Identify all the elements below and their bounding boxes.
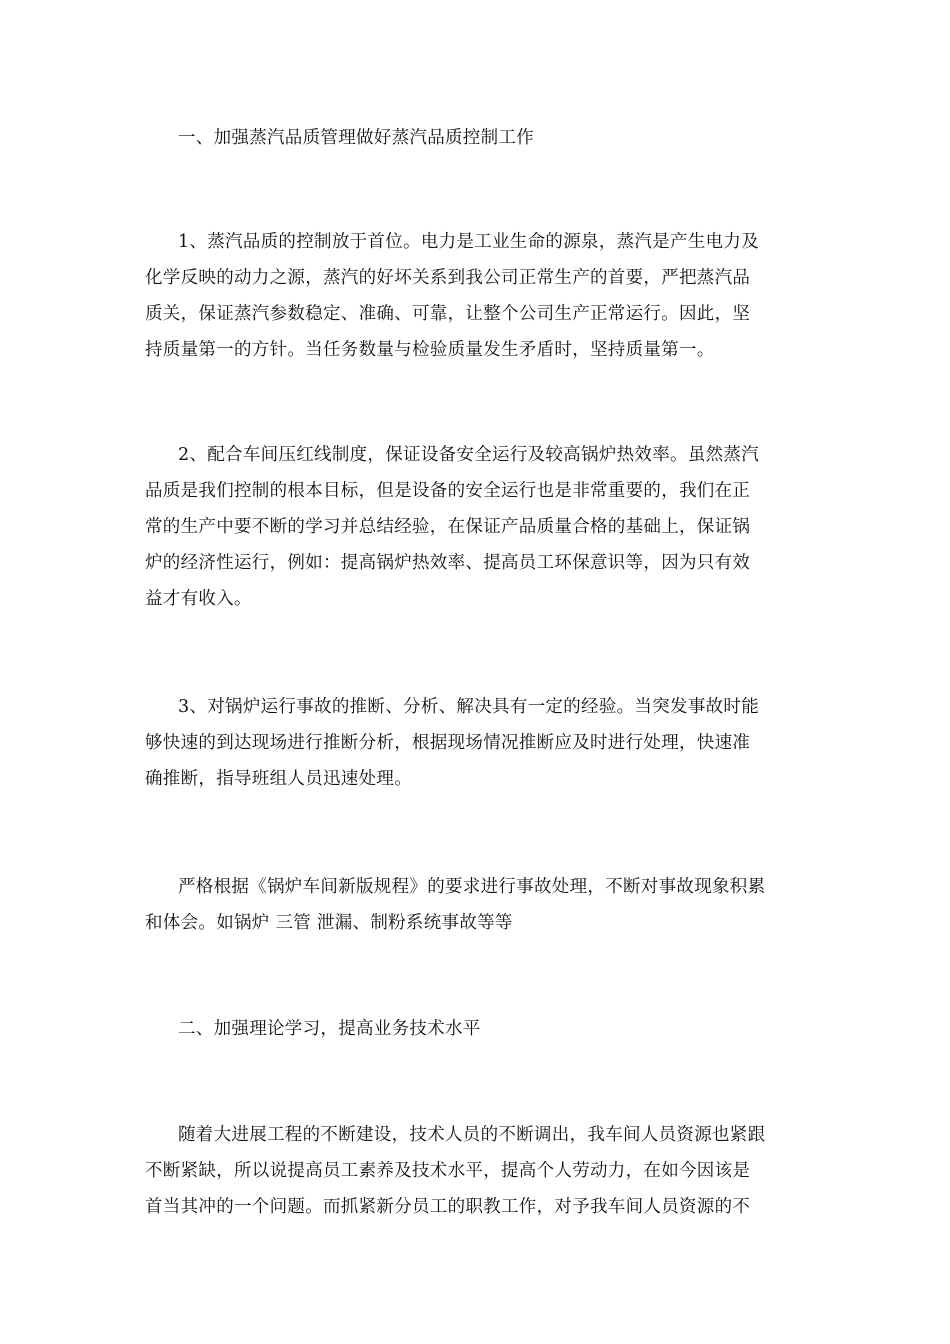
paragraph-3 — [145, 689, 810, 797]
paragraph-line: 2、配合车间压红线制度，保证设备安全运行及较高锅炉热效率。虽然蒸汽 — [178, 445, 760, 465]
paragraph-line: 炉的经济性运行，例如：提高锅炉热效率、提高员工环保意识等，因为只有效 — [145, 553, 751, 573]
paragraph-line: 1、蒸汽品质的控制放于首位。电力是工业生命的源泉，蒸汽是产生电力及 — [178, 232, 760, 252]
paragraph-1 — [145, 224, 810, 368]
paragraph-line: 随着大进展工程的不断建设，技术人员的不断调出，我车间人员资源也紧跟 — [178, 1125, 766, 1145]
paragraph-line: 质关，保证蒸汽参数稳定、准确、可靠，让整个公司生产正常运行。因此，坚 — [145, 304, 751, 324]
paragraph-5 — [145, 1117, 810, 1225]
paragraph-line: 够快速的到达现场进行推断分析，根据现场情况推断应及时进行处理，快速准 — [145, 733, 751, 753]
paragraph-line: 3、对锅炉运行事故的推断、分析、解决具有一定的经验。当突发事故时能 — [178, 697, 760, 717]
paragraph-line: 和体会。如锅炉 三管 泄漏、制粉系统事故等等 — [145, 913, 513, 933]
paragraph-2 — [145, 437, 810, 617]
paragraph-4 — [145, 869, 810, 941]
section-heading-1: 一、加强蒸汽品质管理做好蒸汽品质控制工作 — [178, 128, 534, 148]
paragraph-line: 首当其冲的一个问题。而抓紧新分员工的职教工作，对予我车间人员资源的不 — [145, 1197, 751, 1217]
paragraph-line: 常的生产中要不断的学习并总结经验，在保证产品质量合格的基础上，保证锅 — [145, 517, 751, 537]
paragraph-line: 持质量第一的方针。当任务数量与检验质量发生矛盾时，坚持质量第一。 — [145, 340, 715, 360]
section-heading-2: 二、加强理论学习，提高业务技术水平 — [178, 1019, 481, 1039]
paragraph-line: 益才有收入。 — [145, 589, 252, 609]
paragraph-line: 确推断，指导班组人员迅速处理。 — [145, 769, 412, 789]
paragraph-line: 严格根据《锅炉车间新版规程》的要求进行事故处理，不断对事故现象积累 — [178, 877, 766, 897]
paragraph-line: 化学反映的动力之源，蒸汽的好坏关系到我公司正常生产的首要，严把蒸汽品 — [145, 268, 751, 288]
paragraph-line: 品质是我们控制的根本目标，但是设备的安全运行也是非常重要的，我们在正 — [145, 481, 751, 501]
paragraph-line: 不断紧缺，所以说提高员工素养及技术水平，提高个人劳动力，在如今因该是 — [145, 1161, 751, 1181]
